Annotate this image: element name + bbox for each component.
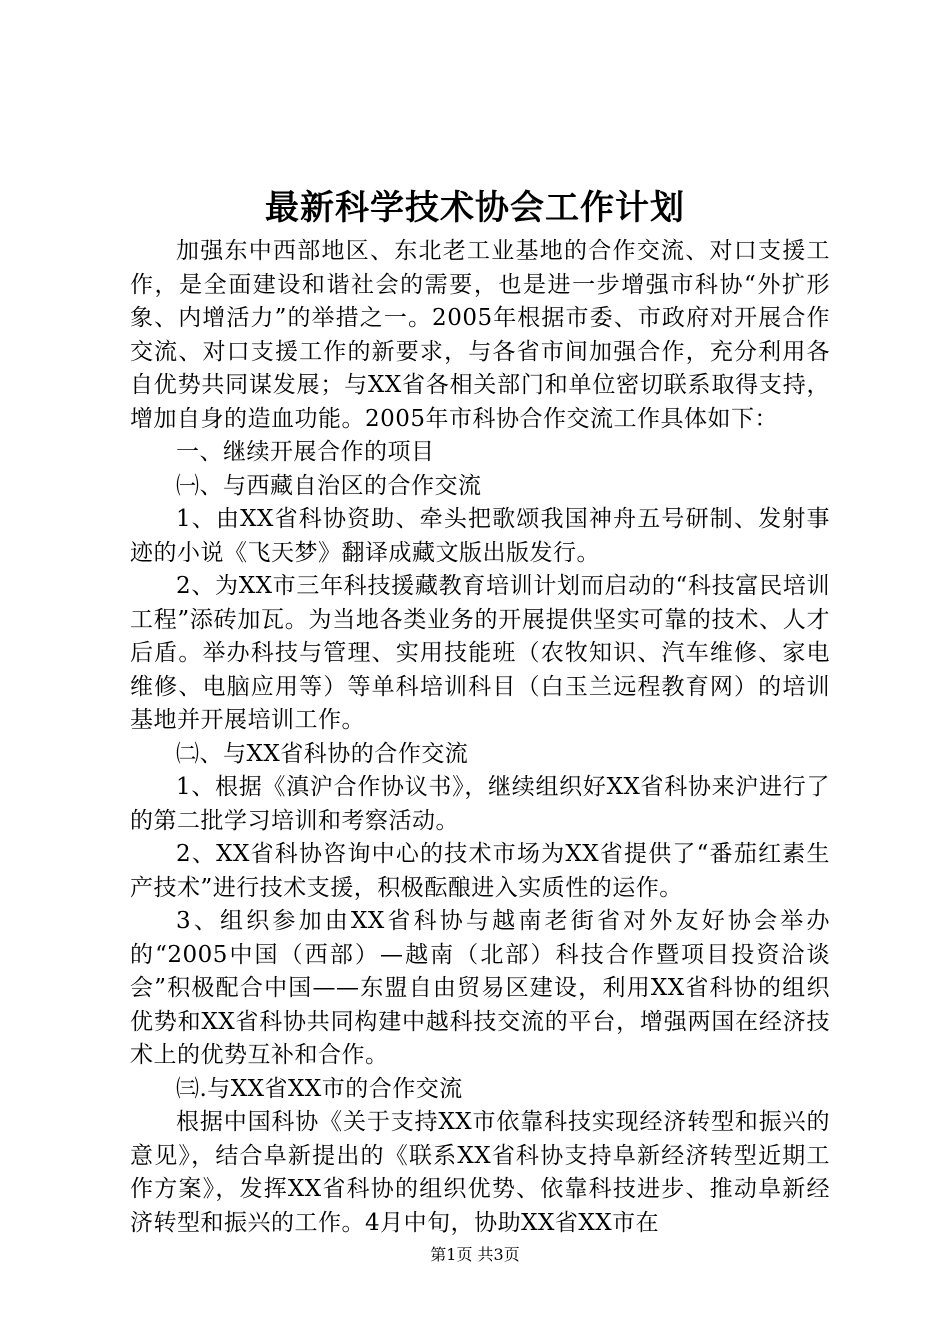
paragraph-item: 根据中国科协《关于支持XX市依靠科技实现经济转型和振兴的意见》，结合阜新提出的《联系XX省科协支持阜新经济转型近期工作方案》，发挥XX省科协的组织优势、依靠科技进步、推动阜新经济转型和振兴的工作。4月中旬，协助XX省XX市在 <box>130 1109 830 1236</box>
paragraph-intro: 加强东中西部地区、东北老工业基地的合作交流、对口支援工作，是全面建设和谐社会的需要，也是进一步增强市科协“外扩形象、内增活力”的举措之一。2005年根据市委、市政府对开展合作交流、对口支援工作的新要求，与各省市间加强合作，充分利用各自优势共同谋发展；与XX省各相关部门和单位密切联系取得支持，增加自身的造血功能。2005年市科协合作交流工作具体如下： <box>130 238 830 432</box>
page-footer: 第1页 共3页 <box>430 1245 520 1264</box>
document-title: 最新科学技术协会工作计划 <box>265 188 685 228</box>
document-body <box>130 235 830 1240</box>
paragraph-item: 2、为XX市三年科技援藏教育培训计划而启动的“科技富民培训工程”添砖加瓦。为当地各类业务的开展提供坚实可靠的技术、人才后盾。举办科技与管理、实用技能班（农牧知识、汽车维修、家电维修、电脑应用等）等单科培训科目（白玉兰远程教育网）的培训基地并开展培训工作。 <box>130 573 830 733</box>
subsection-heading-city: ㈢.与XX省XX市的合作交流 <box>176 1075 463 1102</box>
paragraph-item: 1、根据《滇沪合作协议书》，继续组织好XX省科协来沪进行了的第二批学习培训和考察活动。 <box>130 774 830 834</box>
paragraph-item: 1、由XX省科协资助、牵头把歌颂我国神舟五号研制、发射事迹的小说《飞天梦》翻译成藏文版出版发行。 <box>130 506 830 566</box>
paragraph-item: 3、组织参加由XX省科协与越南老街省对外友好协会举办的“2005中国（西部）—越南（北部）科技合作暨项目投资洽谈会”积极配合中国——东盟自由贸易区建设，利用XX省科协的组织优势和XX省科协共同构建中越科技交流的平台，增强两国在经济技术上的优势互补和合作。 <box>130 908 830 1068</box>
subsection-heading-tibet: ㈠、与西藏自治区的合作交流 <box>176 472 482 499</box>
paragraph-item: 2、XX省科协咨询中心的技术市场为XX省提供了“番茄红素生产技术”进行技术支援，积极酝酿进入实质性的运作。 <box>130 841 830 901</box>
subsection-heading-province: ㈡、与XX省科协的合作交流 <box>176 740 469 767</box>
section-heading-1: 一、继续开展合作的项目 <box>176 439 435 465</box>
